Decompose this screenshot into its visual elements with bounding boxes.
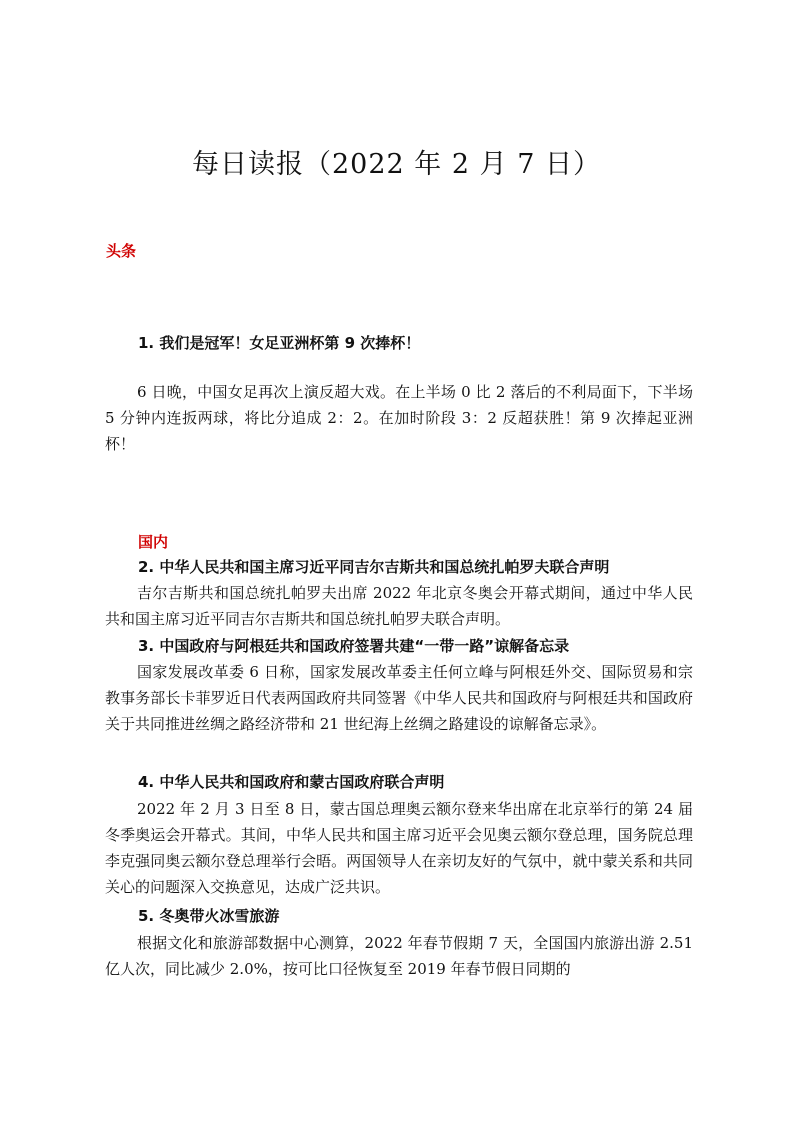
- article-body-1: 6 日晚，中国女足再次上演反超大戏。在上半场 0 比 2 落后的不利局面下，下半场 5 分钟内连扳两球，将比分追成 2：2。在加时阶段 3：2 反超获胜！第 9 次捧起亚洲杯！: [105, 383, 693, 453]
- article-heading-2: 2. 中华人民共和国主席习近平同吉尔吉斯共和国总统扎帕罗夫联合声明: [138, 558, 610, 576]
- article-body-4: 2022 年 2 月 3 日至 8 日，蒙古国总理奥云额尔登来华出席在北京举行的第 24 届冬季奥运会开幕式。其间，中华人民共和国主席习近平会见奥云额尔登总理，国务院总理李克强同奥云额尔登总理举行会晤。两国领导人在亲切友好的气氛中，就中蒙关系和共同关心的问题深入交换意见，达成广泛共识。: [105, 800, 693, 896]
- article-heading-5: 5. 冬奥带火冰雪旅游: [138, 907, 280, 925]
- article-body-3: 国家发展改革委 6 日称，国家发展改革委主任何立峰与阿根廷外交、国际贸易和宗教事务部长卡菲罗近日代表两国政府共同签署《中华人民共和国政府与阿根廷共和国政府关于共同推进丝绸之路经济带和 21 世纪海上丝绸之路建设的谅解备忘录》。: [105, 663, 693, 733]
- section-label-headline: 头条: [106, 242, 137, 260]
- article-heading-4: 4. 中华人民共和国政府和蒙古国政府联合声明: [138, 773, 445, 791]
- article-body-2: 吉尔吉斯共和国总统扎帕罗夫出席 2022 年北京冬奥会开幕式期间，通过中华人民共和国主席习近平同吉尔吉斯共和国总统扎帕罗夫联合声明。: [105, 584, 693, 628]
- article-heading-3: 3. 中国政府与阿根廷共和国政府签署共建“一带一路”谅解备忘录: [138, 637, 570, 655]
- section-label-domestic: 国内: [138, 533, 169, 551]
- page-title: 每日读报（2022 年 2 月 7 日）: [192, 149, 601, 180]
- article-heading-1: 1. 我们是冠军！女足亚洲杯第 9 次捧杯！: [138, 334, 421, 352]
- article-body-5: 根据文化和旅游部数据中心测算，2022 年春节假期 7 天，全国国内旅游出游 2.51 亿人次，同比减少 2.0%，按可比口径恢复至 2019 年春节假日同期的: [105, 934, 693, 978]
